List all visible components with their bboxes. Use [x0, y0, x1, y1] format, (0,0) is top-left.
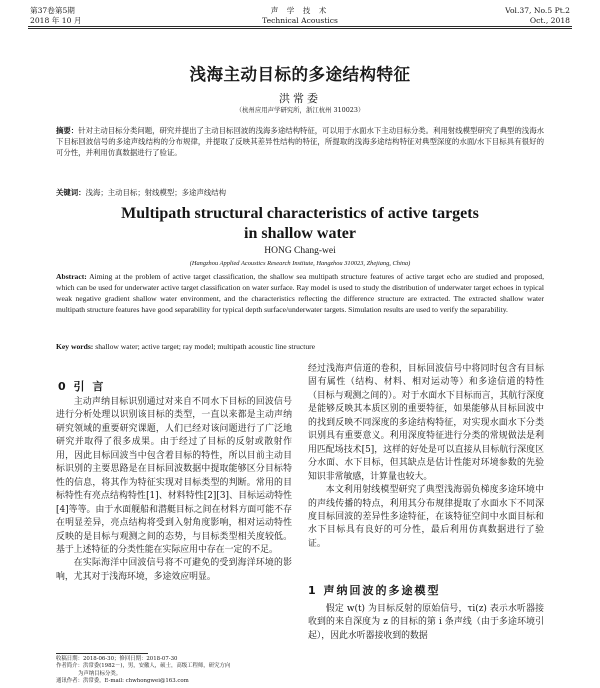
paper-title-en-line1: Multipath structural characteristics of active targets	[121, 205, 479, 222]
abstract-label-en: Abstract:	[56, 272, 87, 281]
paper-title-en-line2: in shallow water	[244, 225, 356, 242]
footnote-author-bio-cont: 为声纳目标分类。	[78, 670, 122, 677]
paper-title-en	[0, 204, 600, 244]
footnote-author-bio: 作者简介：洪常委(1982－)，男，安徽人，硕士，高级工程师，研究方向	[56, 663, 231, 670]
abstract-text-en: Aiming at the problem of active target classification, the shallow sea multipath structure features of active target echo are studied and proposed, which can be used for underwater active target classification on water surface. Ray model is used to study the distribution of underwater target echoes in typical weak negative gradient shallow water environment, and the characteristics reflecting the difference structure are extracted. The extracted shallow water multipath structure features have good separability for typical depth surface/underwater targets. Simulation results are used to verify the separability.	[56, 272, 544, 314]
footnote-correspondence: 通讯作者：洪常委，E-mail: chwhongwei@163.com	[56, 678, 189, 685]
affiliation-cn: （杭州应用声学研究所，浙江杭州 310023）	[235, 106, 365, 114]
journal-name-en: Technical Acoustics	[262, 15, 338, 25]
intro-paragraph-2: 在实际海洋中回波信号将不可避免的受到海洋环境的影响，尤其对于浅海环境，多途效应明显。	[56, 558, 292, 582]
footnote	[56, 656, 296, 686]
right-column	[308, 363, 544, 551]
section1-body	[308, 603, 544, 643]
volume-issue-en: Vol.37, No.5 Pt.2	[505, 6, 570, 15]
abstract-cn	[56, 125, 544, 158]
issue-date: 2018 年 10 月	[30, 15, 82, 25]
left-column	[56, 396, 292, 584]
section-heading-introduction: 0 引 言	[58, 380, 106, 393]
volume-issue: 第37卷第5期	[30, 6, 75, 15]
section1-paragraph-1: 假定 w(t) 为目标反射的原始信号，τi(z) 表示水听器接收到的来自深度为 z 的目标的第 i 条声线（由于多途环境引起），因此水听器接收到的数据	[308, 604, 544, 641]
keywords-label-cn: 关键词：	[56, 188, 86, 197]
section-heading-multipath-model: 1 声纳回波的多途模型	[308, 584, 441, 597]
header-rule-thin	[28, 28, 572, 29]
journal-volume-info-en	[505, 6, 570, 25]
keywords-text-cn: 浅海；主动目标；射线模型；多途声线结构	[85, 188, 227, 197]
keywords-cn	[56, 187, 544, 198]
issue-date-en: Oct., 2018	[529, 15, 570, 25]
header-rule	[28, 26, 572, 27]
abstract-label-cn: 摘要：	[56, 126, 79, 135]
affiliation-en: (Hangzhou Applied Acoustics Research Institute, Hangzhou 310023, Zhejiang, China)	[189, 260, 411, 267]
abstract-text-cn: 针对主动目标分类问题，研究并提出了主动目标回波的浅海多途结构特征，可以用于水面水下主动目标分类。利用射线模型研究了典型的浅海水下目标回波信号的多途声线结构的分布规律，并提取了反映其差异性结构的特征，所提取的浅海多途结构特征对典型深度的水面/水下目标具有很好的可分性，并利用仿真数据进行了验证。	[56, 126, 544, 157]
footnote-rule	[56, 653, 148, 654]
keywords-text-en: shallow water; active target; ray model; multipath acoustic line structure	[93, 342, 316, 351]
paper-title-cn: 浅海主动目标的多途结构特征	[189, 65, 411, 84]
right-paragraph-2: 本文利用射线模型研究了典型浅海弱负梯度多途环境中的声线传播的特点，利用其分布规律提取了水面水下不同深度目标回波的差异性多途特征，在该特征空间中水面目标和水下目标具有良好的可分性，最后利用仿真数据进行了验证。	[308, 485, 544, 549]
author-en: HONG Chang-wei	[264, 246, 336, 256]
author-cn: 洪常委	[279, 92, 321, 105]
journal-name-cn: 声 学 技 术	[270, 6, 330, 15]
intro-paragraph-1: 主动声纳目标识别通过对来自不同水下目标的回波信号进行分析处理以识别该目标的类型，一直以来都是主动声纳研究领域的重要研究课题，人们已经对该问题进行了广泛地研究并取得了很多成果。由于经过了目标的反射或散射作用，因此目标回波当中包含着目标的特性，所以目前主动目标识别的主要思路是在目标回波数据中提取能够区分目标特性的信息，将其作为特征实现对目标类型的判断。常用的目标特性有亮点结构特性[1]、材料特性[2][3]、目标运动特性[4]等等。由于水面舰船和潜艇目标之间在材料方面可能不存在明显差异，亮点结构将受到入射角度影响，相对运动特性反映的是目标与观测之间的态势，与目标类型相关度较低。基于上述特征的分类性能在实际应用中存在一定的不足。	[56, 397, 292, 555]
keywords-en	[56, 342, 544, 351]
abstract-en	[56, 272, 544, 316]
footnote-received: 收稿日期：2018-06-30；修回日期：2018-07-30	[56, 656, 178, 662]
right-paragraph-1: 经过浅海声信道的卷积，目标回波信号中将同时包含有目标固有属性（结构、材料、相对运动等）和多途信道的特性（目标与观测之间的）。对于水面水下目标而言，其航行深度是能够反映其本质区别的重要特征，如果能够从目标回波中的找到反映不同深度的多途结构特征，对实现水面水下分类识别具有重要意义。利用深度特征进行分类的常规做法是利用匹配场技术[5]，这样的好处是可以直接从目标航行深度区分水面、水下目标，但其缺点是估计性能对环境参数的先验知识非常敏感，计算量也较大。	[308, 364, 544, 482]
keywords-label-en: Key words:	[56, 342, 94, 351]
